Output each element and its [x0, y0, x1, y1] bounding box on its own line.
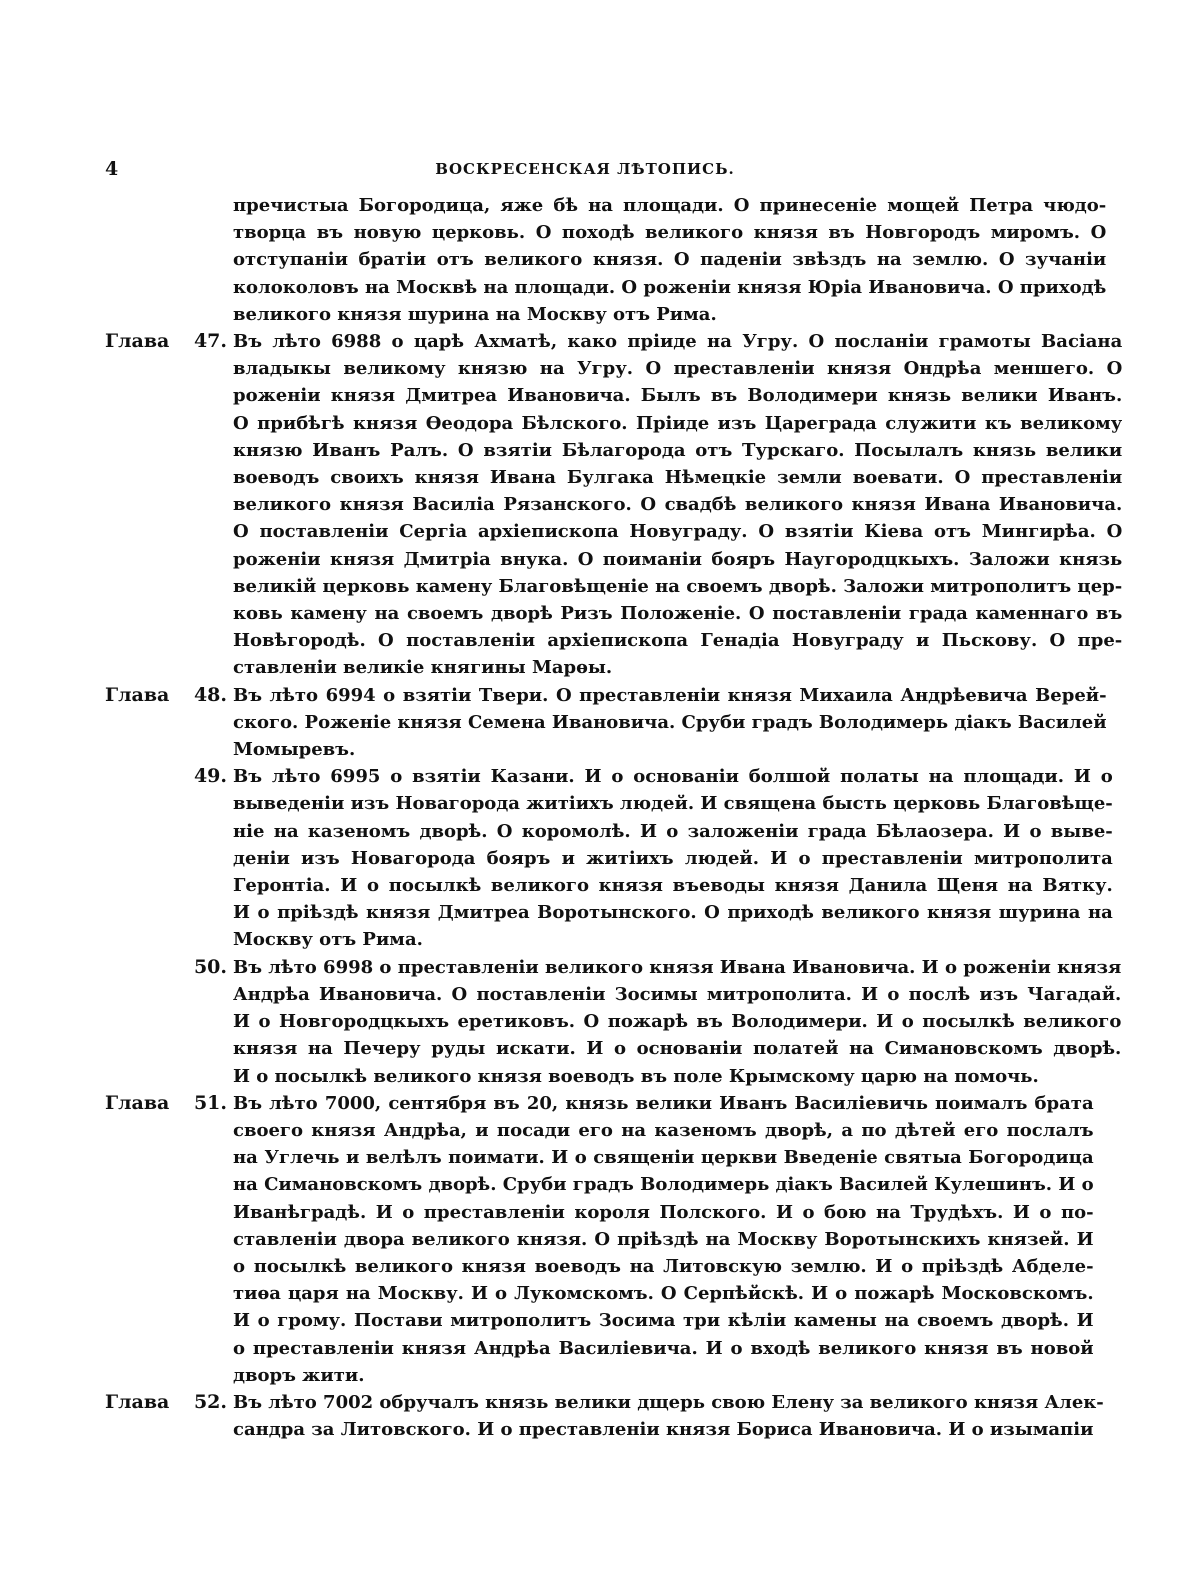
text-line: Въ лѣто 6988 о царѣ Ахматѣ, како пріиде на Угру. О посланіи грамоты Васіана [233, 331, 1123, 353]
text-line: сандра за Литовского. И о преставленіи князя Бориса Ивановича. И о изымапіи [233, 1419, 1094, 1441]
chapter-label: Глава [105, 330, 170, 353]
text-line: владыкы великому князю на Угру. О преставленіи князя Ондрѣа меншего. О [233, 358, 1123, 380]
chapter-label: Глава [105, 1091, 170, 1114]
text-line: Иванѣградѣ. И о преставленіи короля Полского. И о бою на Трудѣхъ. И о по- [233, 1201, 1094, 1223]
chapter-summary [233, 763, 1113, 953]
chapter-label: Глава [105, 1390, 170, 1413]
text-line: тиѳа царя на Москву. И о Лукомскомъ. О Серпѣйскѣ. И о пожарѣ Московскомъ. [233, 1283, 1094, 1305]
chapter-number: 49. [193, 765, 227, 788]
chapter-summary [233, 328, 1122, 682]
running-title: ВОСКРЕСЕНСКАЯ ЛѢТОПИСЬ. [435, 160, 735, 178]
text-line: Въ лѣто 6998 о преставленіи великого князя Ивана Ивановича. И о роженіи князя [233, 956, 1122, 978]
text-line: ского. Роженіе князя Семена Ивановича. Сруби градъ Володимерь діакъ Василей [233, 711, 1107, 733]
chapter-entry [105, 954, 1122, 1090]
chapter-entry [105, 328, 1123, 682]
text-line: О прибѣгѣ князя Ѳеодора Бѣлского. Пріиде изъ Цареграда служити къ великому [233, 412, 1123, 434]
chapter-list [105, 192, 1123, 1443]
text-line: Новѣгородѣ. О поставленіи архіепископа Генадіа Новуграду и Пьскову. О пре- [233, 630, 1123, 652]
text-line: И о посылкѣ великого князя воеводъ въ поле Крымскому царю на помочь. [233, 1065, 1039, 1087]
chapter-entry [105, 763, 1113, 953]
chapter-number: 50. [193, 955, 227, 978]
chapter-entry [105, 192, 1107, 328]
text-line: о посылкѣ великого князя воеводъ на Литовскую землю. И о пріѣздѣ Абделе- [233, 1255, 1094, 1277]
text-line: великого князя шурина на Москву отъ Рима. [233, 303, 717, 325]
text-line: князя на Печеру руды искати. И о основаніи полатей на Симановскомъ дворѣ. [233, 1038, 1122, 1060]
text-line: И о пріѣздѣ князя Дмитреа Воротынского. О приходѣ великого князя шурина на [233, 902, 1113, 924]
text-line: И о Новгородцкыхъ еретиковъ. О пожарѣ въ Володимери. И о посылкѣ великого [233, 1011, 1122, 1033]
chapter-label: Глава [105, 683, 170, 706]
text-line: великого князя Василіа Рязанского. О свадбѣ великого князя Ивана Ивановича. [233, 494, 1123, 516]
text-line: воеводъ своихъ князя Ивана Булгака Нѣмецкіе земли воевати. О преставленіи [233, 467, 1123, 489]
text-line: роженіи князя Дмитреа Ивановича. Былъ въ Володимери князь велики Иванъ. [233, 385, 1123, 407]
text-line: Геронтіа. И о посылкѣ великого князя въеводы князя Данила Щеня на Вятку. [233, 875, 1113, 897]
text-line: Андрѣа Ивановича. О поставленіи Зосимы митрополита. И о послѣ изъ Чагадай. [233, 983, 1122, 1005]
text-line: на Симановскомъ дворѣ. Сруби градъ Володимерь діакъ Василей Кулешинъ. И о [233, 1174, 1094, 1196]
text-line: Въ лѣто 7000, сентября въ 20, князь велики Иванъ Василіевичь поималъ брата [233, 1092, 1094, 1114]
chapter-entry [105, 1389, 1104, 1443]
text-line: И о грому. Постави митрополитъ Зосима три кѣліи камены на своемъ дворѣ. И [233, 1310, 1094, 1332]
text-line: на Углечь и велѣлъ поимати. И о священіи церкви Введеніе святыа Богородица [233, 1147, 1094, 1169]
chapter-summary [233, 682, 1107, 764]
text-line: ніе на казеномъ дворѣ. О коромолѣ. И о заложеніи града Бѣлаозера. И о выве- [233, 820, 1113, 842]
text-line: дворъ жити. [233, 1364, 365, 1386]
chapter-number: 47. [193, 330, 227, 353]
text-line: Момыревъ. [233, 739, 356, 761]
chapter-number: 48. [193, 683, 227, 706]
chapter-summary [233, 1389, 1104, 1443]
text-line: ставленіи двора великого князя. О пріѣздѣ на Москву Воротынскихъ князей. И [233, 1228, 1094, 1250]
chapter-number: 51. [193, 1091, 227, 1114]
text-line: своего князя Андрѣа, и посади его на казеномъ дворѣ, а по дѣтей его послалъ [233, 1119, 1094, 1141]
chapter-summary [233, 1090, 1094, 1389]
text-line: пречистыа Богородица, яже бѣ на площади. О принесеніе мощей Петра чюдо- [233, 195, 1107, 216]
chapter-summary [233, 192, 1106, 328]
chapter-summary [233, 954, 1121, 1090]
text-line: ставленіи великіе княгины Марѳы. [233, 657, 613, 679]
text-line: Москву отъ Рима. [233, 929, 423, 951]
text-line: князю Иванъ Ралъ. О взятіи Бѣлагорода отъ Турскаго. Посылалъ князь велики [233, 439, 1123, 461]
text-line: Въ лѣто 6994 о взятіи Твери. О преставленіи князя Михаила Андрѣевича Верей- [233, 684, 1107, 706]
chapter-entry [105, 1090, 1094, 1389]
text-line: отступаніи братіи отъ великого князя. О паденіи звѣздъ на землю. О зучаніи [233, 249, 1107, 271]
chapter-number: 52. [193, 1390, 227, 1413]
text-line: выведеніи изъ Новагорода житіихъ людей. И священа бысть церковь Благовѣще- [233, 793, 1113, 815]
text-line: Въ лѣто 7002 обручалъ князь велики дщерь свою Елену за великого князя Алек- [233, 1391, 1104, 1413]
text-line: ковь камену на своемъ дворѣ Ризъ Положеніе. О поставленіи града каменнаго въ [233, 603, 1123, 625]
text-line: роженіи князя Дмитріа внука. О поиманіи бояръ Наугородцкыхъ. Заложи князь [233, 548, 1123, 570]
chapter-entry [105, 682, 1107, 764]
text-line: О поставленіи Сергіа архіепископа Новуграду. О взятіи Кіева отъ Мингирѣа. О [233, 521, 1123, 543]
page-header [105, 158, 1065, 188]
text-line: колоколовъ на Москвѣ на площади. О роженіи князя Юріа Ивановича. О приходѣ [233, 276, 1107, 298]
page-number: 4 [105, 158, 119, 180]
text-line: о преставленіи князя Андрѣа Василіевича. И о входѣ великого князя въ новой [233, 1337, 1094, 1359]
text-line: Въ лѣто 6995 о взятіи Казани. И о основаніи болшой полаты на площади. И о [233, 766, 1113, 788]
text-line: творца въ новую церковь. О походѣ великого князя въ Новгородъ миромъ. О [233, 222, 1107, 244]
text-line: деніи изъ Новагорода бояръ и житіихъ людей. И о преставленіи митрополита [233, 847, 1113, 869]
text-line: великій церковь камену Благовѣщеніе на своемъ дворѣ. Заложи митрополитъ цер- [233, 575, 1123, 597]
